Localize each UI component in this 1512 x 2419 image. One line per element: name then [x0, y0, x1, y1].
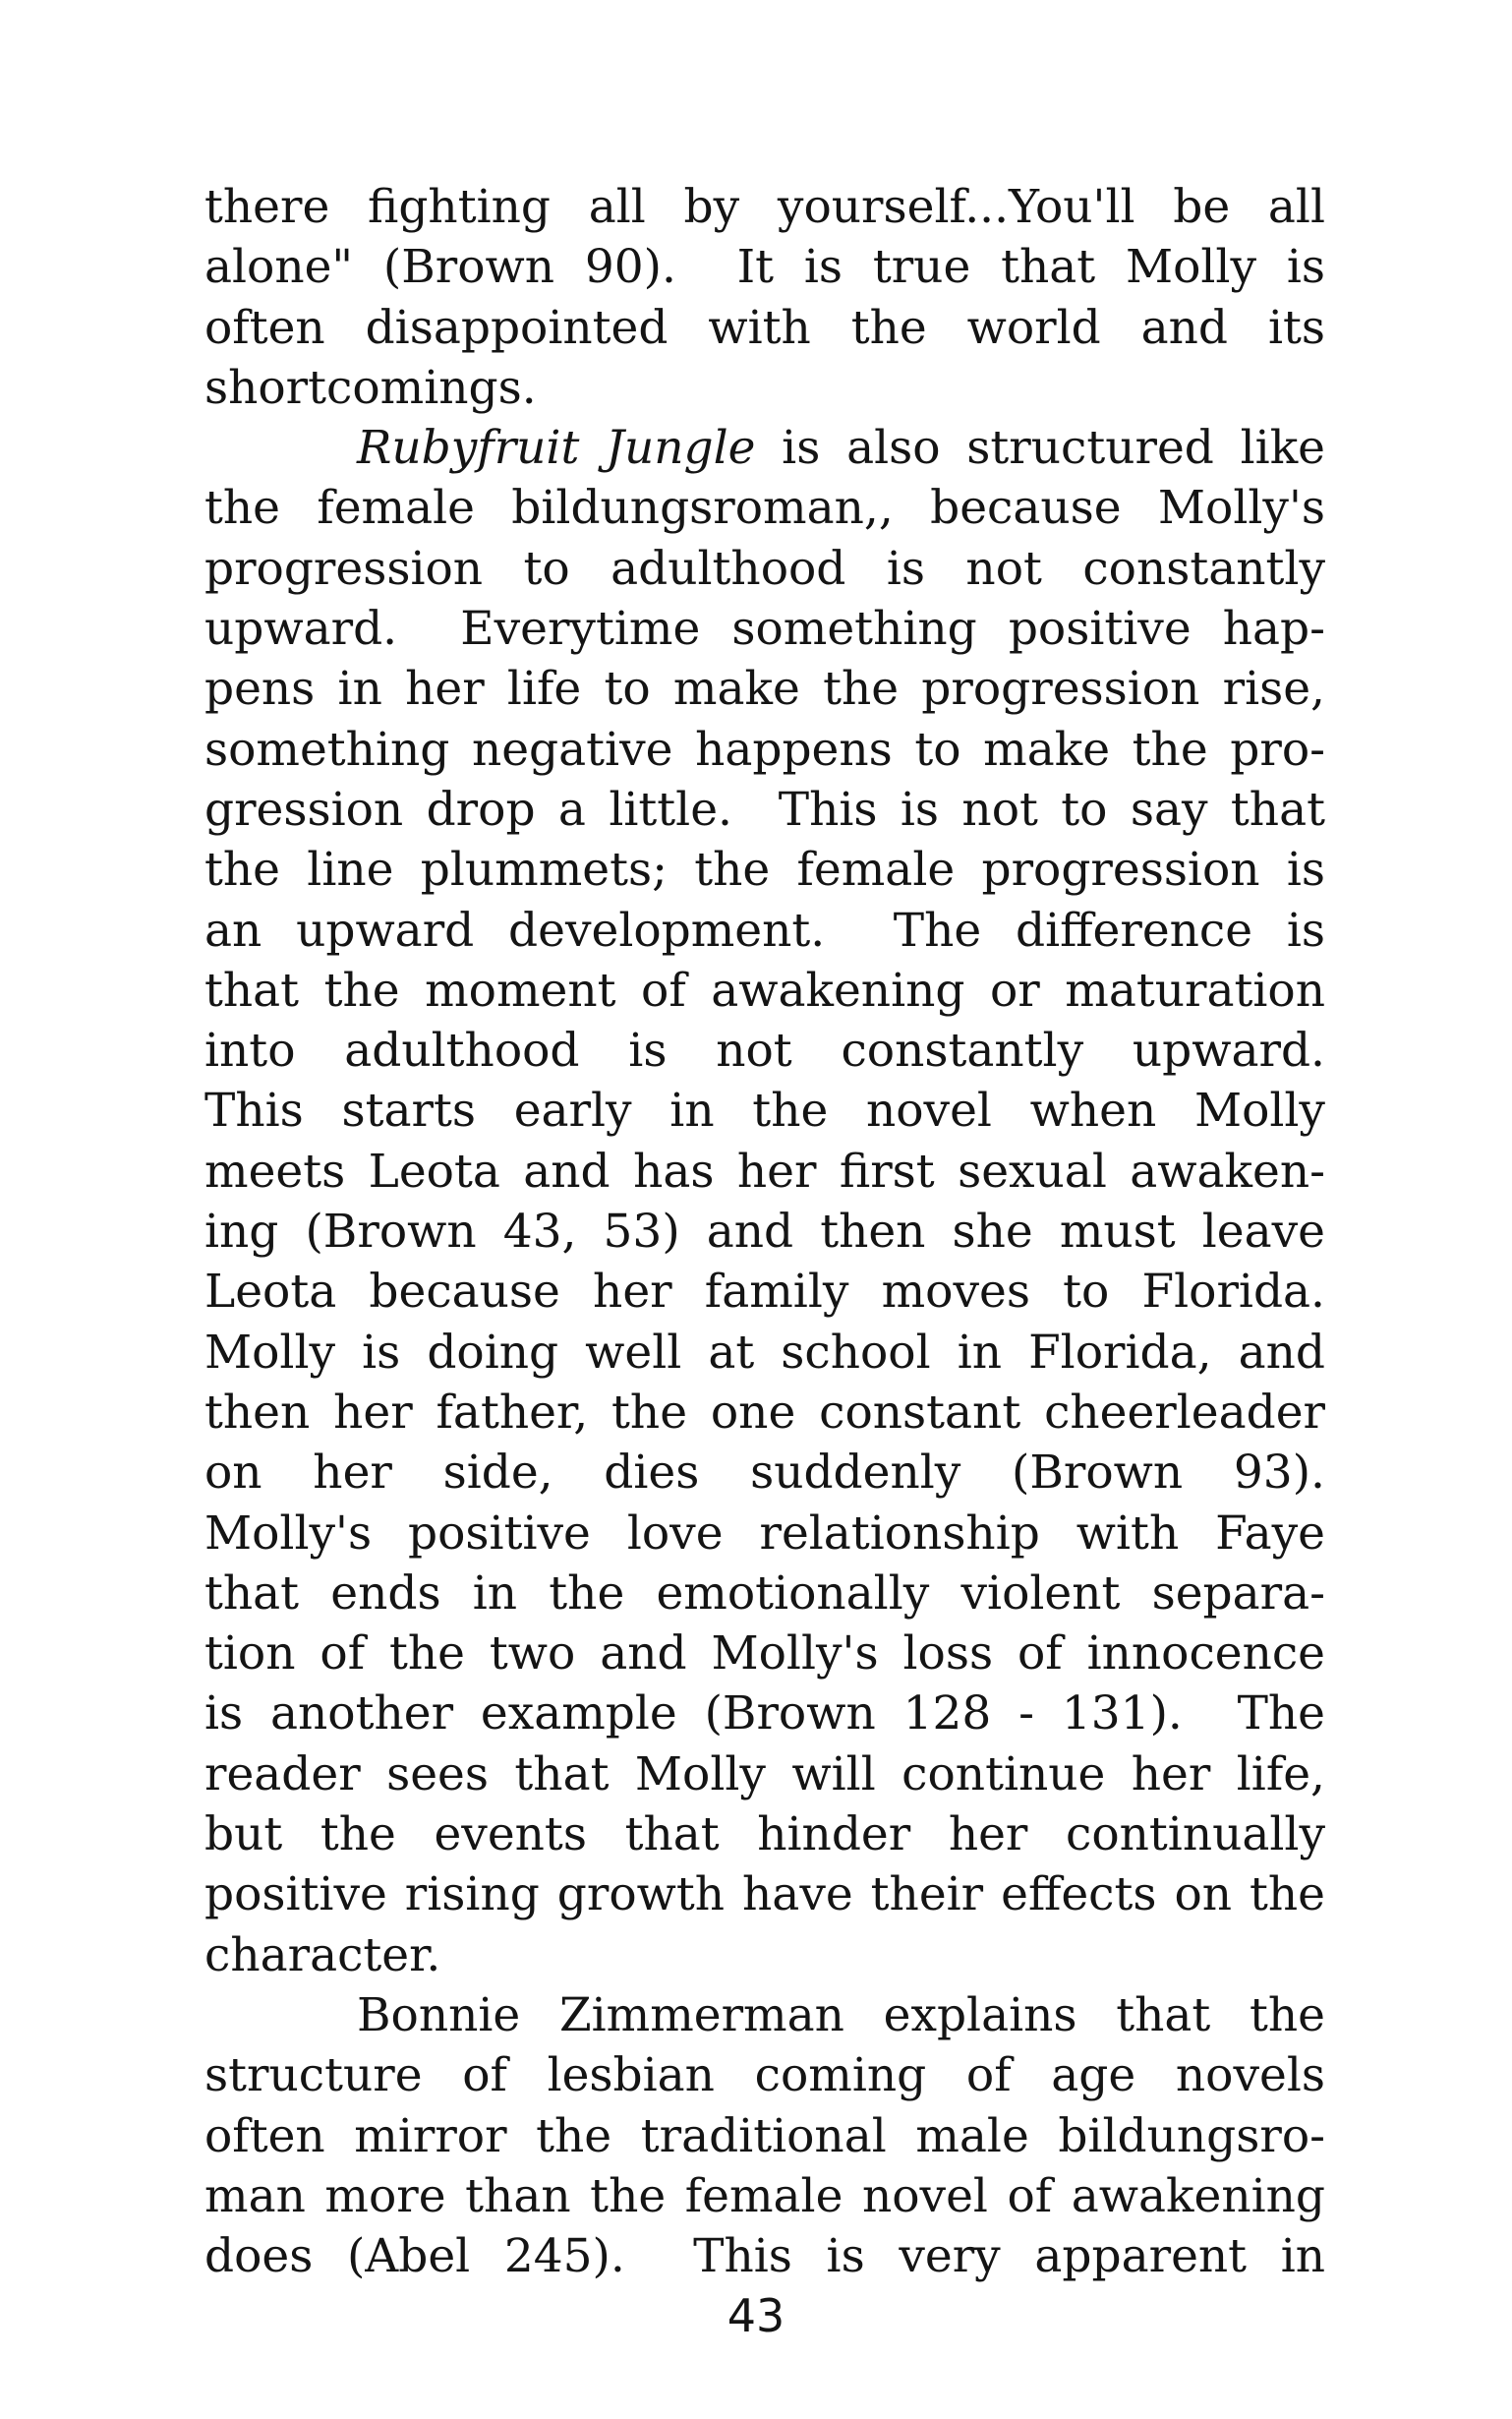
- text-line: [204, 720, 1325, 780]
- text-line: [204, 1564, 1325, 1623]
- text-line: [204, 298, 1325, 358]
- text-line: [204, 599, 1325, 659]
- page-number: 43: [727, 2289, 785, 2342]
- text-line: [204, 1383, 1325, 1443]
- text-line: [204, 1323, 1325, 1383]
- text-line: [204, 1623, 1325, 1683]
- text-line-content: Leota because her family moves to Florida.: [204, 1265, 1325, 1320]
- text-line: [204, 1683, 1325, 1743]
- book-title: Rubyfruit Jungle: [357, 421, 756, 476]
- text-line-content: man more than the female novel of awakening: [204, 2168, 1325, 2223]
- text-line: [204, 2166, 1325, 2226]
- text-line-content: gression drop a little. This is not to say that: [204, 782, 1325, 837]
- text-line-content: alone" (Brown 90). It is true that Molly is: [204, 240, 1325, 295]
- text-line-content: upward. Everytime something positive hap-: [204, 602, 1325, 657]
- text-line-content: reader sees that Molly will continue her life,: [204, 1746, 1325, 1801]
- text-line: [204, 237, 1325, 297]
- text-line: [204, 1021, 1325, 1081]
- text-line-content: something negative happens to make the pro-: [204, 722, 1325, 777]
- text-line-content: does (Abel 245). This is very apparent in: [204, 2229, 1325, 2284]
- text-line-content: an upward development. The difference is: [204, 903, 1325, 958]
- text-line-content: that the moment of awakening or maturation: [204, 963, 1325, 1018]
- text-line-content: then her father, the one constant cheerleader: [204, 1385, 1325, 1440]
- text-line-content: character.: [204, 1927, 441, 1982]
- text-line: [204, 478, 1325, 538]
- text-line-content: positive rising growth have their effects on the: [204, 1867, 1325, 1922]
- text-line-content: but the events that hinder her continually: [204, 1807, 1325, 1862]
- text-line: [204, 1262, 1325, 1322]
- text-line-content: This starts early in the novel when Molly: [204, 1084, 1325, 1139]
- text-line-content: Molly is doing well at school in Florida, and: [204, 1325, 1325, 1380]
- text-line: [204, 840, 1325, 900]
- text-line-content: pens in her life to make the progression rise,: [204, 662, 1325, 717]
- text-line-content: there fighting all by yourself...You'll be all: [204, 180, 1325, 234]
- text-line-content: is also structured like: [755, 421, 1325, 476]
- text-line-content: on her side, dies suddenly (Brown 93).: [204, 1446, 1325, 1501]
- text-line: [204, 780, 1325, 840]
- text-line-content: that ends in the emotionally violent separa-: [204, 1565, 1325, 1621]
- text-line-content: often disappointed with the world and its: [204, 300, 1325, 355]
- text-line-content: the female bildungsroman,, because Molly's: [204, 481, 1325, 536]
- text-line: [204, 1504, 1325, 1564]
- body-text: [204, 177, 1325, 2286]
- text-line: [204, 358, 1325, 418]
- text-line: [204, 177, 1325, 237]
- text-line: [204, 961, 1325, 1021]
- text-line-content: the line plummets; the female progression is: [204, 843, 1325, 898]
- text-line-content: meets Leota and has her first sexual awaken-: [204, 1144, 1325, 1199]
- text-line-content: shortcomings.: [204, 360, 537, 415]
- text-line: [204, 901, 1325, 961]
- text-line: [204, 1925, 1325, 1985]
- text-line-content: Molly's positive love relationship with Faye: [204, 1505, 1325, 1561]
- text-line-content: Bonnie Zimmerman explains that the: [357, 1987, 1325, 2042]
- text-line: [204, 1443, 1325, 1503]
- text-line-content: tion of the two and Molly's loss of innocence: [204, 1626, 1325, 1682]
- text-line-content: often mirror the traditional male bildungsro-: [204, 2108, 1325, 2163]
- text-line-content: into adulthood is not constantly upward.: [204, 1024, 1325, 1079]
- text-line-content: structure of lesbian coming of age novels: [204, 2048, 1325, 2103]
- text-line: [204, 1864, 1325, 1924]
- text-line: [204, 418, 1325, 478]
- text-line: [204, 1744, 1325, 1804]
- text-line: [204, 2045, 1325, 2105]
- text-line: [204, 2226, 1325, 2286]
- text-line-content: ing (Brown 43, 53) and then she must leave: [204, 1205, 1325, 1260]
- text-line: [204, 1202, 1325, 1262]
- text-line-content: progression to adulthood is not constantly: [204, 541, 1325, 596]
- text-line: [204, 1081, 1325, 1141]
- text-line: [204, 539, 1325, 599]
- text-line: [204, 1985, 1325, 2045]
- text-line: [204, 1804, 1325, 1864]
- text-line: [204, 1142, 1325, 1202]
- text-line: [204, 2106, 1325, 2166]
- text-line-content: is another example (Brown 128 - 131). The: [204, 1686, 1325, 1741]
- text-line: [204, 659, 1325, 719]
